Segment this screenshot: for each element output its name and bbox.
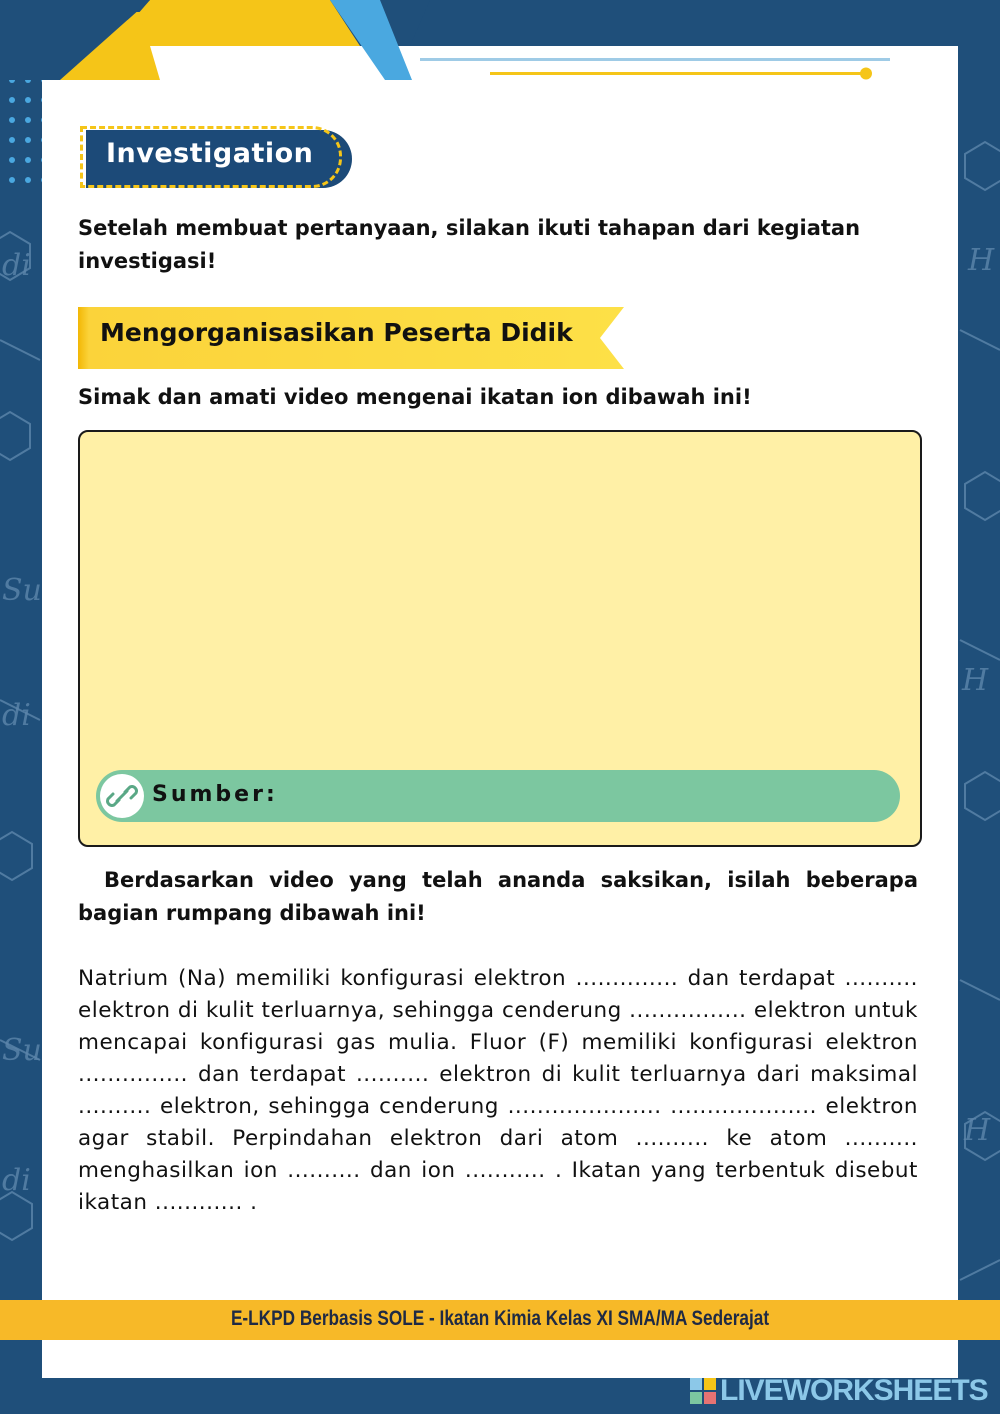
intro-text: Setelah membuat pertanyaan, silakan ikuti tahapan dari kegiatan investigasi! [78,216,861,273]
svg-text:H: H [964,1113,991,1148]
svg-text:Su: Su [2,573,42,608]
investigation-badge [80,126,352,192]
svg-text:H: H [962,663,989,698]
header-decoration [0,0,1000,100]
source-label: Sumber: [152,782,278,807]
svg-text:di: di [2,248,31,283]
source-bar [96,770,900,822]
section-title: Mengorganisasikan Peserta Didik [100,318,573,347]
badge-label: Investigation [106,138,314,169]
fill-in-paragraph: Natrium (Na) memiliki konfigurasi elektron .............. dan terdapat .......... elektron di kulit terluarnya, sehingga cenderung ................ elektron untuk mencapai konfigurasi gas mulia. Fluor (F) memiliki konfigurasi elektron ............... dan terdapat .......... elektron di kulit terluarnya dari maksimal .......... elektron, sehingga cenderung ..................... .................... elektron agar stabil. Perpindahan elektron dari atom .......... ke atom .......... menghasilkan ion .......... dan ion ........... . Ikatan yang terbentuk disebut ikatan ............ . [78,966,918,1215]
footer-text: E-LKPD Berbasis SOLE - Ikatan Kimia Kelas XI SMA/MA Sederajat [230,1307,770,1330]
svg-text:di: di [2,698,31,733]
instruction-text: Simak dan amati video mengenai ikatan ion dibawah ini! [78,385,752,409]
svg-text:H: H [968,243,995,278]
svg-text:di: di [2,1163,31,1198]
question-text: Berdasarkan video yang telah ananda saksikan, isilah beberapa bagian rumpang dibawah ini! [78,868,918,925]
video-embed-area[interactable] [78,430,922,847]
svg-text:Su: Su [2,1033,42,1068]
liveworksheets-logo-icon [690,1378,716,1404]
link-icon [100,774,144,818]
watermark-text: LIVEWORKSHEETS [720,1374,988,1407]
section-header [78,307,634,369]
